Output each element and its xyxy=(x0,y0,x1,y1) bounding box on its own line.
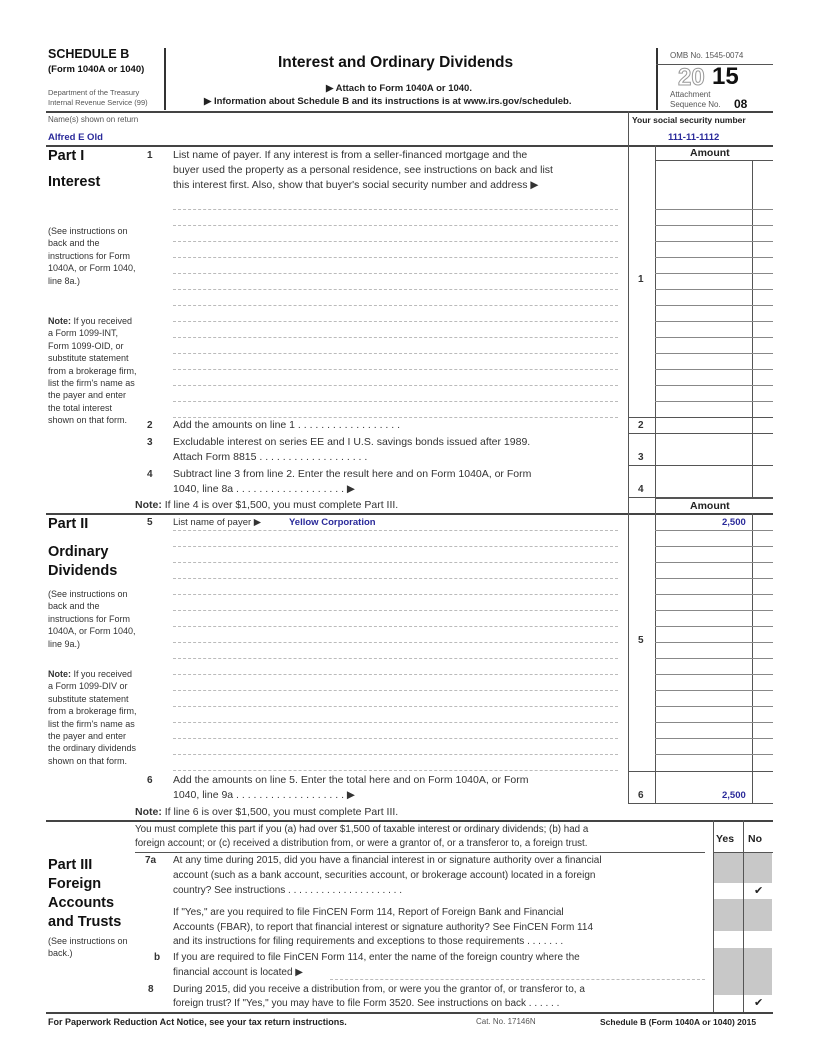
divider xyxy=(713,852,773,853)
yes-header: Yes xyxy=(716,833,735,845)
line-8-text-a: During 2015, did you receive a distribution from, or were you the grantor of, or transferor to, a xyxy=(173,984,585,995)
amount-entry[interactable] xyxy=(655,690,773,691)
payer-entry-line[interactable] xyxy=(173,273,618,274)
payer-entry-line[interactable] xyxy=(173,209,618,210)
part-1-instructions: (See instructions on back and the instructions for Form 1040A, or Form 1040, line 8a.) xyxy=(48,226,136,286)
payer-entry-line[interactable] xyxy=(173,642,618,643)
paperwork-notice: For Paperwork Reduction Act Notice, see your tax return instructions. xyxy=(48,1017,347,1027)
line-3-text-b: Attach Form 8815 . . . . . . . . . . . . . . . . . . . xyxy=(173,451,368,463)
payer-entry-line[interactable] xyxy=(173,241,618,242)
catalog-number: Cat. No. 17146N xyxy=(476,1017,536,1026)
line-8-text-b: foreign trust? If "Yes," you may have to file Form 3520. See instructions on back . . . . . . xyxy=(173,998,560,1009)
payer-entry-line[interactable] xyxy=(173,690,618,691)
divider xyxy=(46,111,773,113)
irs-label: Internal Revenue Service (99) xyxy=(48,98,148,107)
part-3-instructions: (See instructions on back.) xyxy=(48,936,128,959)
divider xyxy=(628,771,773,772)
line-7a-text-c: country? See instructions . . . . . . . . . . . . . . . . . . . . . xyxy=(173,885,402,896)
part-3-intro-a: You must complete this part if you (a) had over $1,500 of taxable interest or ordinary dividends; (b) had a xyxy=(135,824,589,835)
line-7b-text-a: If you are required to file FinCEN Form 114, enter the name of the foreign country where the xyxy=(173,952,580,963)
line-8-no-checkmark[interactable]: ✔ xyxy=(754,997,764,1009)
part-2-title-line2: Dividends xyxy=(48,563,118,579)
payer-entry-line[interactable] xyxy=(173,337,618,338)
year-bold: 15 xyxy=(712,63,739,90)
form-identifier: Schedule B (Form 1040A or 1040) 2015 xyxy=(600,1017,757,1027)
payer-entry-line[interactable] xyxy=(173,225,618,226)
note-text: If you received a Form 1099-DIV or substitute statement from a brokerage firm, list the firm's name as the payer and enter the ordinary dividends shown on that form. xyxy=(48,669,137,766)
line-6-text-b: 1040, line 9a . . . . . . . . . . . . . . . . . . . ▶ xyxy=(173,789,355,801)
line-number: 7a xyxy=(145,855,157,866)
part-1-footnote xyxy=(135,498,398,514)
year-outline: 20 xyxy=(678,64,705,91)
amount-entry[interactable] xyxy=(655,289,773,290)
schedule-label: SCHEDULE B xyxy=(48,47,130,61)
name-label: Name(s) shown on return xyxy=(48,115,139,124)
line-7b-text-b: financial account is located ▶ xyxy=(173,967,303,978)
divider xyxy=(628,417,773,418)
info-note: ▶ Information about Schedule B and its instructions is at www.irs.gov/scheduleb. xyxy=(204,96,572,107)
payer-entry-line[interactable] xyxy=(173,594,618,595)
line-6-amount[interactable]: 2,500 xyxy=(722,790,746,801)
amount-entry[interactable] xyxy=(655,241,773,242)
amount-entry[interactable] xyxy=(655,738,773,739)
footnote-label: Note: xyxy=(135,499,162,511)
part-3-intro-b: foreign account; or (c) received a distribution from, or were a grantor of, or a transferor to, a foreign trust. xyxy=(135,838,588,849)
payer-entry-line[interactable] xyxy=(173,562,618,563)
amount-entry[interactable] xyxy=(655,305,773,306)
amount-entry[interactable] xyxy=(655,722,773,723)
note-label: Note: xyxy=(48,316,71,326)
attach-note: ▶ Attach to Form 1040A or 1040. xyxy=(326,83,472,94)
note-label: Note: xyxy=(48,669,71,679)
line-6-text-a: Add the amounts on line 5. Enter the total here and on Form 1040A, or Form xyxy=(173,774,529,786)
amount-entry[interactable] xyxy=(655,610,773,611)
sequence-label: Sequence No. xyxy=(670,100,721,109)
line-7a-followup-b: Accounts (FBAR), to report that financial interest or signature authority? See FinCEN Form 114 xyxy=(173,922,593,933)
part-1-label: Part I xyxy=(48,148,85,164)
amount-entry[interactable] xyxy=(655,674,773,675)
payer-entry-line[interactable] xyxy=(173,722,618,723)
divider xyxy=(655,498,773,499)
part-2-note xyxy=(48,668,138,767)
part-2-footnote xyxy=(135,805,398,821)
part-1-note xyxy=(48,315,138,427)
footnote-label: Note: xyxy=(135,806,162,818)
amount-entry[interactable] xyxy=(655,337,773,338)
amount-entry[interactable] xyxy=(655,706,773,707)
line-3-text-a: Excludable interest on series EE and I U.S. savings bonds issued after 1989. xyxy=(173,436,531,448)
amount-entry[interactable] xyxy=(655,353,773,354)
amount-entry[interactable] xyxy=(655,658,773,659)
payer-entry-line[interactable] xyxy=(173,770,618,771)
amount-entry[interactable] xyxy=(655,530,773,531)
part-3-title-line1: Foreign xyxy=(48,876,102,892)
form-title: Interest and Ordinary Dividends xyxy=(278,54,514,71)
divider xyxy=(743,852,744,1012)
no-header: No xyxy=(748,833,762,845)
line-box-label: 1 xyxy=(638,274,644,285)
attachment-label: Attachment xyxy=(670,90,711,99)
amount-entry[interactable] xyxy=(655,257,773,258)
payer-entry-line[interactable] xyxy=(173,674,618,675)
line-4-text-a: Subtract line 3 from line 2. Enter the result here and on Form 1040A, or Form xyxy=(173,468,532,480)
payer-entry-line[interactable] xyxy=(173,257,618,258)
part-2-instructions: (See instructions on back and the instructions for Form 1040A, or Form 1040, line 9a.) xyxy=(48,589,136,649)
divider xyxy=(655,160,773,161)
amount-entry[interactable] xyxy=(655,754,773,755)
part-3-title-line2: Accounts xyxy=(48,895,115,911)
amount-entry[interactable] xyxy=(655,401,773,402)
line-7a-text-b: account (such as a bank account, securities account, or brokerage account) located in a foreign xyxy=(173,870,596,881)
divider xyxy=(628,111,629,145)
divider xyxy=(752,160,753,497)
divider xyxy=(628,465,773,466)
payer-entry-line[interactable] xyxy=(173,369,618,370)
line-7a-no-checkmark[interactable]: ✔ xyxy=(754,885,764,897)
footnote-text: If line 6 is over $1,500, you must complete Part III. xyxy=(164,806,399,818)
amount-entry[interactable] xyxy=(655,562,773,563)
line-box-label: 2 xyxy=(638,420,644,431)
payer-entry-line[interactable] xyxy=(173,305,618,306)
amount-entry[interactable] xyxy=(655,225,773,226)
payer-entry-line[interactable] xyxy=(173,321,618,322)
line-number: 8 xyxy=(148,984,154,995)
line-number: 5 xyxy=(147,517,153,528)
line-box-label: 5 xyxy=(638,635,644,646)
omb-number: OMB No. 1545-0074 xyxy=(670,51,744,60)
amount-entry[interactable] xyxy=(655,642,773,643)
line-2-text: Add the amounts on line 1 . . . . . . . . . . . . . . . . . . xyxy=(173,419,401,431)
amount-header: Amount xyxy=(690,147,730,159)
amount-entry[interactable] xyxy=(655,546,773,547)
divider xyxy=(46,145,773,147)
line-number: 4 xyxy=(147,469,153,480)
part-3-title-line3: and Trusts xyxy=(48,914,122,930)
amount-entry[interactable] xyxy=(655,369,773,370)
divider xyxy=(164,48,166,110)
divider xyxy=(628,433,773,434)
sequence-number: 08 xyxy=(734,97,748,111)
payer-entry-line[interactable] xyxy=(173,401,618,402)
part-1-title: Interest xyxy=(48,174,101,190)
line-box-label: 3 xyxy=(638,452,644,463)
line-number: 2 xyxy=(147,420,153,431)
line-7a-text-a: At any time during 2015, did you have a financial interest in or signature authority over a financial xyxy=(173,855,602,866)
line-number: 1 xyxy=(147,150,153,161)
payer-entry-line[interactable] xyxy=(173,706,618,707)
payer-entry-line[interactable] xyxy=(173,754,618,755)
note-text: If you received a Form 1099-INT, Form 1099-OID, or substitute statement from a brokerage firm, list the firm's name as the payer and enter the total interest shown on that form. xyxy=(48,316,137,426)
divider xyxy=(628,145,629,513)
department-label: Department of the Treasury xyxy=(48,88,140,97)
payer-entry-line[interactable] xyxy=(173,658,618,659)
amount-entry[interactable] xyxy=(655,626,773,627)
divider xyxy=(628,803,773,804)
divider xyxy=(656,48,658,110)
amount-header: Amount xyxy=(690,500,730,512)
line-5-text: List name of payer ▶ xyxy=(173,517,262,528)
amount-entry[interactable] xyxy=(655,321,773,322)
line-number: 3 xyxy=(147,437,153,448)
amount-entry[interactable] xyxy=(655,578,773,579)
part-2-label: Part II xyxy=(48,516,89,532)
payer-entry-line[interactable] xyxy=(173,610,618,611)
payer-entry-line[interactable] xyxy=(173,626,618,627)
payer-entry-line[interactable] xyxy=(173,353,618,354)
taxpayer-name[interactable]: Alfred E Old xyxy=(48,132,103,143)
payer-entry-line[interactable] xyxy=(173,530,618,531)
payer-amount[interactable]: 2,500 xyxy=(722,517,746,528)
payer-entry-line[interactable] xyxy=(173,385,618,386)
country-entry-line[interactable] xyxy=(330,979,705,980)
ssn-label: Your social security number xyxy=(632,115,746,125)
divider xyxy=(46,513,773,515)
form-reference: (Form 1040A or 1040) xyxy=(48,64,145,75)
amount-entry[interactable] xyxy=(655,273,773,274)
line-box-label: 4 xyxy=(638,484,644,495)
line-number: b xyxy=(154,952,161,963)
part-2-title-line1: Ordinary xyxy=(48,544,109,560)
amount-entry[interactable] xyxy=(655,209,773,210)
line-1-text-b: buyer used the property as a personal residence, see instructions on back and list xyxy=(173,164,553,176)
line-7a-followup-c: and its instructions for filing requirements and exceptions to those requirements . . . . . . . xyxy=(173,936,564,947)
line-7a-followup-a: If "Yes," are you required to file FinCEN Form 114, Report of Foreign Bank and Financial xyxy=(173,907,564,918)
amount-entry[interactable] xyxy=(655,385,773,386)
ssn-value[interactable]: 111-11-1112 xyxy=(668,132,720,143)
line-4-text-b: 1040, line 8a . . . . . . . . . . . . . . . . . . . ▶ xyxy=(173,483,355,495)
divider xyxy=(628,513,629,803)
payer-entry-line[interactable] xyxy=(173,578,618,579)
payer-entry-line[interactable] xyxy=(173,289,618,290)
line-1-text-c: this interest first. Also, show that buyer's social security number and address ▶ xyxy=(173,179,539,191)
part-3-label: Part III xyxy=(48,857,93,873)
line-1-text-a: List name of payer. If any interest is from a seller-financed mortgage and the xyxy=(173,149,528,161)
line-box-label: 6 xyxy=(638,790,644,801)
divider xyxy=(655,145,656,513)
line-number: 6 xyxy=(147,775,153,786)
footnote-text: If line 4 is over $1,500, you must complete Part III. xyxy=(164,499,399,511)
payer-entry-line[interactable] xyxy=(173,738,618,739)
amount-entry[interactable] xyxy=(655,594,773,595)
payer-entry-line[interactable] xyxy=(173,546,618,547)
divider xyxy=(46,1012,773,1014)
payer-name[interactable]: Yellow Corporation xyxy=(289,517,376,528)
